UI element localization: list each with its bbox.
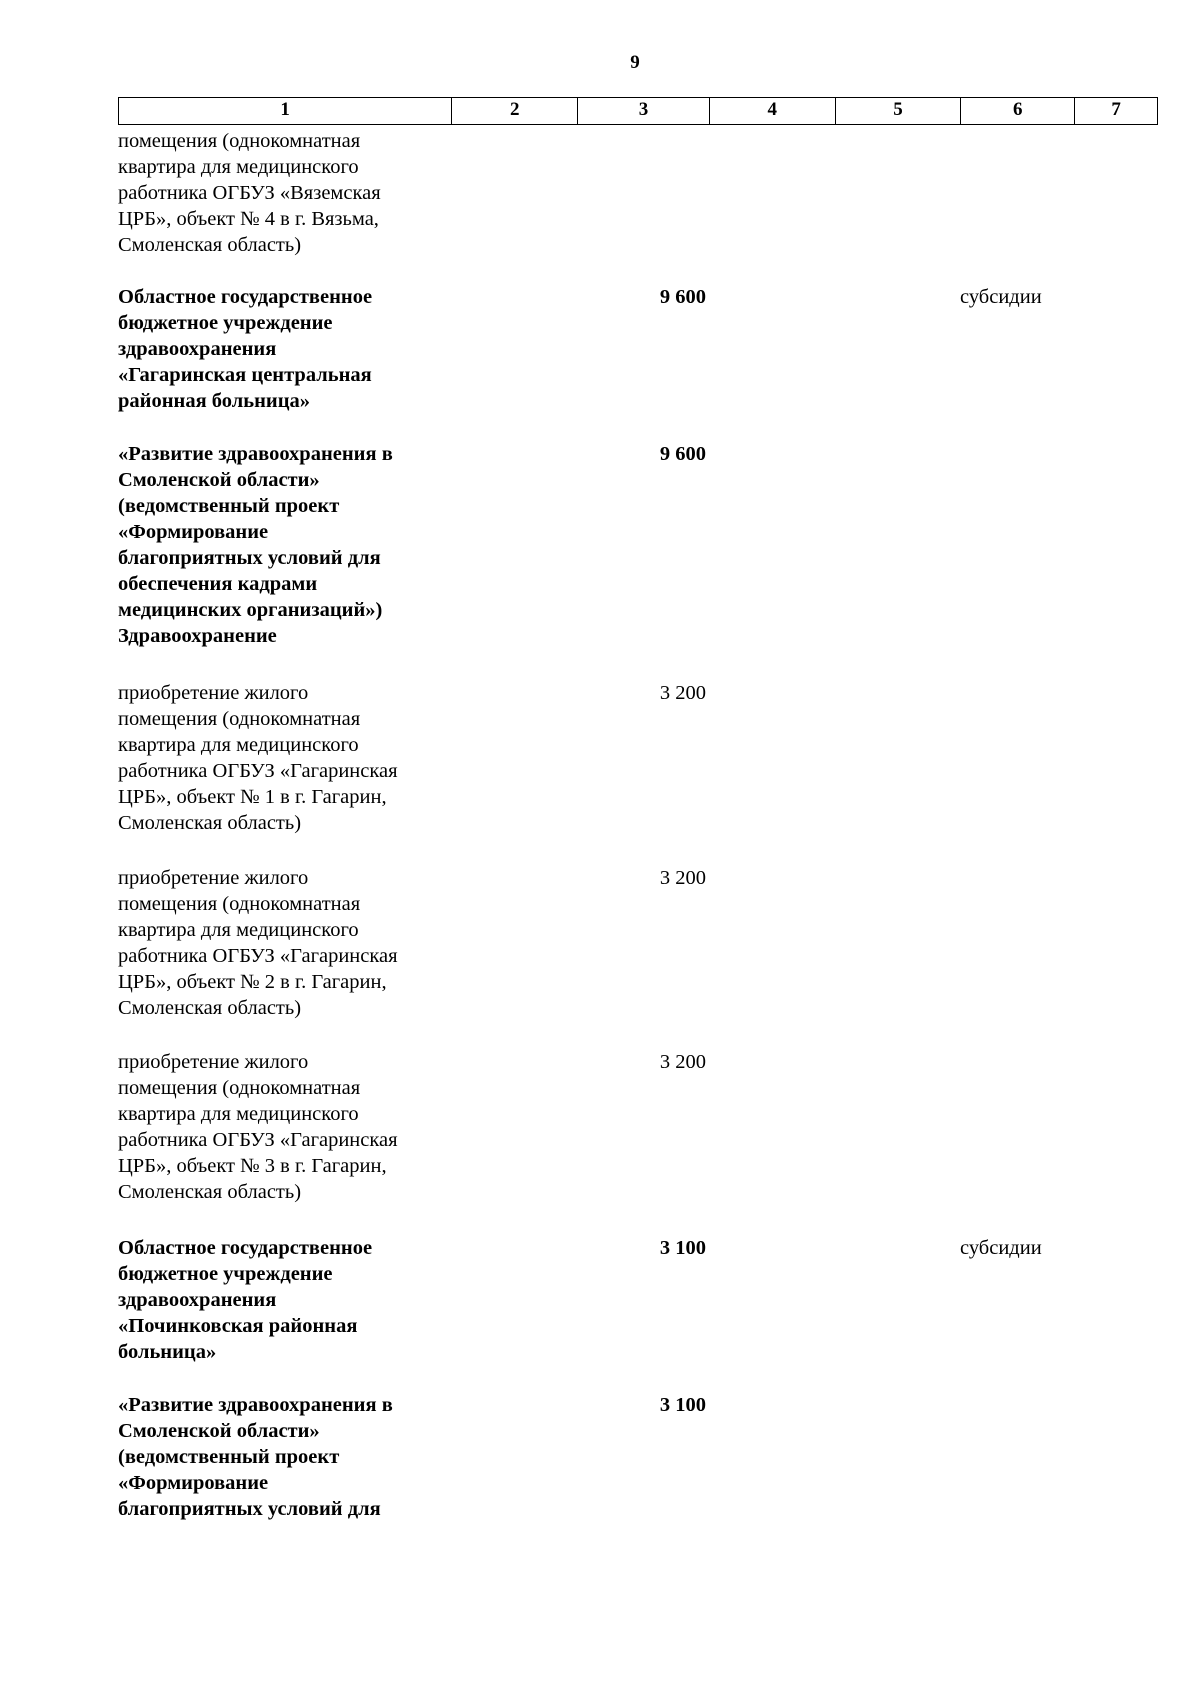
column-header-4: 4 <box>710 98 836 124</box>
column-header-5: 5 <box>836 98 962 124</box>
row-amount: 3 200 <box>659 1051 706 1073</box>
row-amount: 9 600 <box>659 443 706 465</box>
column-header-1: 1 <box>119 98 452 124</box>
row-description: Областное государственное бюджетное учреждение здравоохранения «Гагаринская центральная районная больница» <box>118 286 373 412</box>
row-description: Областное государственное бюджетное учреждение здравоохранения «Починковская районная больница» <box>118 1237 373 1363</box>
row-description: «Развитие здравоохранения в Смоленской области» (ведомственный проект «Формирование благоприятных условий для <box>118 1394 393 1520</box>
row-amount: 3 200 <box>659 682 706 704</box>
column-header-7: 7 <box>1111 99 1121 120</box>
column-header-2: 2 <box>452 98 578 124</box>
row-funding-type: субсидии <box>960 286 1042 308</box>
column-header-6: 6 <box>961 98 1075 124</box>
row-description: приобретение жилого помещения (однокомнатная квартира для медицинского работника ОГБУЗ «Гагаринская ЦРБ», объект № 3 в г. Гагарин, Смоленская область) <box>118 1051 398 1203</box>
row-description: приобретение жилого помещения (однокомнатная квартира для медицинского работника ОГБУЗ «Гагаринская ЦРБ», объект № 2 в г. Гагарин, Смоленская область) <box>118 867 398 1019</box>
table-column-header-row <box>118 97 1158 125</box>
row-description: помещения (однокомнатная квартира для медицинского работника ОГБУЗ «Вяземская ЦРБ», объект № 4 в г. Вязьма, Смоленская область) <box>118 130 381 256</box>
page-number: 9 <box>630 52 640 73</box>
row-funding-type: субсидии <box>960 1237 1042 1259</box>
row-amount: 3 200 <box>659 867 706 889</box>
row-amount: 3 100 <box>659 1394 706 1416</box>
row-amount: 9 600 <box>659 286 706 308</box>
column-header-3: 3 <box>578 98 710 124</box>
row-description: приобретение жилого помещения (однокомнатная квартира для медицинского работника ОГБУЗ «Гагаринская ЦРБ», объект № 1 в г. Гагарин, Смоленская область) <box>118 682 398 834</box>
row-amount: 3 100 <box>659 1237 706 1259</box>
row-description: «Развитие здравоохранения в Смоленской области» (ведомственный проект «Формирование благоприятных условий для обеспечения кадрами медицинских организаций») Здравоохранение <box>118 443 393 647</box>
